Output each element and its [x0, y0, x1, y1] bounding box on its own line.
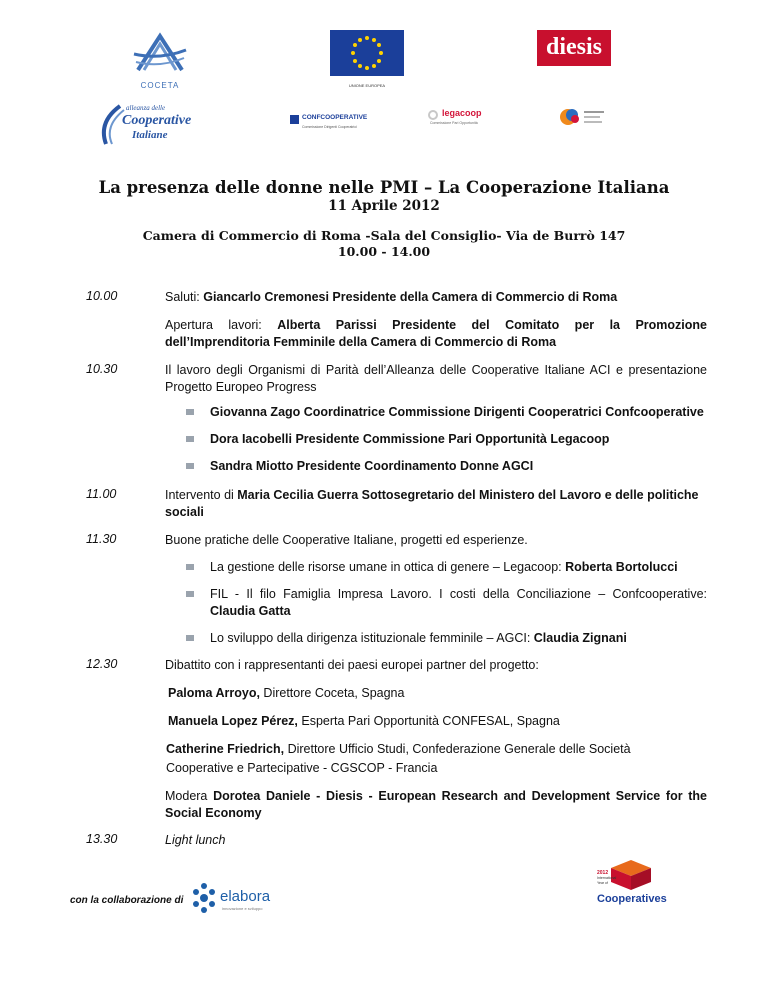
pratica-gatta — [210, 586, 707, 620]
eu-flag-icon — [330, 30, 404, 76]
saluti-line — [165, 289, 707, 306]
iyc-line2: Year of — [597, 881, 608, 885]
pratica-1-speaker: Roberta Bortolucci — [565, 560, 678, 574]
collaboration-label: con la collaborazione di — [70, 895, 184, 906]
page-title: La presenza delle donne nelle PMI – La Cooperazione Italiana — [98, 178, 670, 197]
bullet-icon — [186, 409, 194, 415]
bullet-icon — [186, 436, 194, 442]
speaker-zago — [210, 404, 707, 421]
elabora-sub: innovazione e sviluppo — [222, 906, 263, 911]
legacoop-mark-icon — [428, 110, 438, 120]
time-1100: 11.00 — [86, 487, 117, 501]
coceta-logo — [130, 30, 190, 88]
iyc-line1: International — [597, 876, 617, 880]
pratica-2-text: FIL - Il filo Famiglia Impresa Lavoro. I costi della Conciliazione – Confcooperative: — [210, 587, 707, 601]
saluti-label: Saluti: — [165, 290, 204, 304]
partner-friedrich-role: Direttore Ufficio Studi, Confederazione Generale delle Società Cooperative e Partecipative - CGSCOP - Francia — [166, 742, 631, 775]
confcooperative-logo — [290, 113, 366, 135]
legacoop-label: legacoop — [442, 108, 482, 118]
alleanza-logo — [96, 100, 190, 148]
buone-pratiche-line: Buone pratiche delle Cooperative Italiane, progetti ed esperienze. — [165, 533, 528, 547]
event-hours: 10.00 - 14.00 — [337, 244, 431, 259]
partner-friedrich-name: Catherine Friedrich, — [166, 742, 285, 756]
eu-logo — [330, 30, 404, 88]
pratica-2-speaker: Claudia Gatta — [210, 604, 291, 618]
legacoop-sub: Commissione Pari Opportunità — [430, 121, 478, 125]
legacoop-logo — [428, 108, 494, 130]
iyc-year: 2012 — [597, 870, 609, 876]
partner-arroyo-role: Direttore Coceta, Spagna — [259, 686, 405, 700]
speaker-iacobelli — [210, 431, 707, 448]
pratica-3-text: Lo sviluppo della dirigenza istituzionale femminile – AGCI: — [210, 631, 534, 645]
partner-arroyo-name: Paloma Arroyo, — [168, 686, 260, 700]
time-1030: 10.30 — [86, 362, 118, 376]
dibattito-line: Dibattito con i rappresentanti dei paesi europei partner del progetto: — [165, 658, 539, 672]
lavoro-line: Il lavoro degli Organismi di Parità dell’Alleanza delle Cooperative Italiane ACI e presentazione Progetto Europeo Progress — [165, 363, 707, 394]
pratica-zignani — [210, 630, 707, 647]
apertura-line — [165, 317, 707, 351]
time-1230: 12.30 — [86, 657, 118, 671]
bullet-icon — [186, 591, 194, 597]
bullet-icon — [186, 635, 194, 641]
iyc-word: Cooperatives — [597, 893, 667, 905]
speaker-zago-text: Giovanna Zago Coordinatrice Commissione Dirigenti Cooperatrici Confcooperative — [210, 405, 704, 419]
alleanza-bottom: Italiane — [132, 129, 168, 141]
intervento-line — [165, 487, 707, 521]
moderator: Dorotea Daniele - Diesis - European Research and Development Service for the Social Economy — [165, 789, 708, 820]
lunch-line: Light lunch — [165, 833, 226, 847]
partner-lopez — [168, 713, 708, 730]
partner-lopez-role: Esperta Pari Opportunità CONFESAL, Spagna — [297, 714, 560, 728]
time-1130: 11.30 — [86, 532, 117, 546]
event-date: 11 Aprile 2012 — [328, 198, 440, 214]
apertura-speaker: Alberta Parissi Presidente del Comitato per la Promozione dell’Imprenditoria Femminile della Camera di Commercio di Roma — [165, 318, 707, 349]
elabora-mark-icon — [190, 882, 220, 914]
partner-arroyo — [168, 685, 708, 702]
elabora-label: elabora — [220, 888, 271, 905]
eu-caption: UNIONE EUROPEA — [348, 83, 386, 88]
time-1000: 10.00 — [86, 289, 118, 303]
event-venue: Camera di Commercio di Roma -Sala del Consiglio- Via de Burrò 147 — [142, 228, 626, 243]
speaker-iacobelli-text: Dora Iacobelli Presidente Commissione Pari Opportunità Legacoop — [210, 432, 610, 446]
alleanza-top: alleanza delle — [126, 104, 166, 112]
pratica-1-text: La gestione delle risorse umane in ottica di genere – Legacoop: — [210, 560, 566, 574]
iyc-logo — [597, 858, 667, 910]
time-1330: 13.30 — [86, 832, 118, 846]
modera-label: Modera — [165, 789, 214, 803]
agci-mark-icon — [558, 106, 608, 128]
modera-line — [165, 788, 707, 822]
agci-logo — [558, 106, 608, 128]
pratica-3-speaker: Claudia Zignani — [533, 631, 627, 645]
diesis-logo — [537, 30, 611, 66]
alleanza-mid: Cooperative — [122, 113, 192, 128]
apertura-label: Apertura lavori: — [165, 318, 278, 332]
bullet-icon — [186, 564, 194, 570]
elabora-logo — [190, 882, 270, 916]
confcooperative-badge-icon — [290, 115, 299, 124]
confcooperative-label: CONFCOOPERATIVE — [302, 114, 368, 121]
pratica-bortolucci — [210, 559, 707, 576]
speaker-miotto-text: Sandra Miotto Presidente Coordinamento Donne AGCI — [210, 459, 534, 473]
partner-friedrich — [166, 740, 656, 778]
bullet-icon — [186, 463, 194, 469]
intervento-speaker: Maria Cecilia Guerra Sottosegretario del Ministero del Lavoro e delle politiche sociali — [165, 488, 699, 519]
coceta-label: COCETA — [140, 81, 180, 90]
diesis-label: diesis — [545, 34, 602, 60]
confcooperative-sub: Commissione Dirigenti Cooperatrici — [302, 125, 357, 129]
saluti-speaker: Giancarlo Cremonesi Presidente della Camera di Commercio di Roma — [203, 290, 618, 304]
partner-lopez-name: Manuela Lopez Pérez, — [168, 714, 298, 728]
speaker-miotto — [210, 458, 707, 475]
intervento-label: Intervento di — [165, 488, 238, 502]
